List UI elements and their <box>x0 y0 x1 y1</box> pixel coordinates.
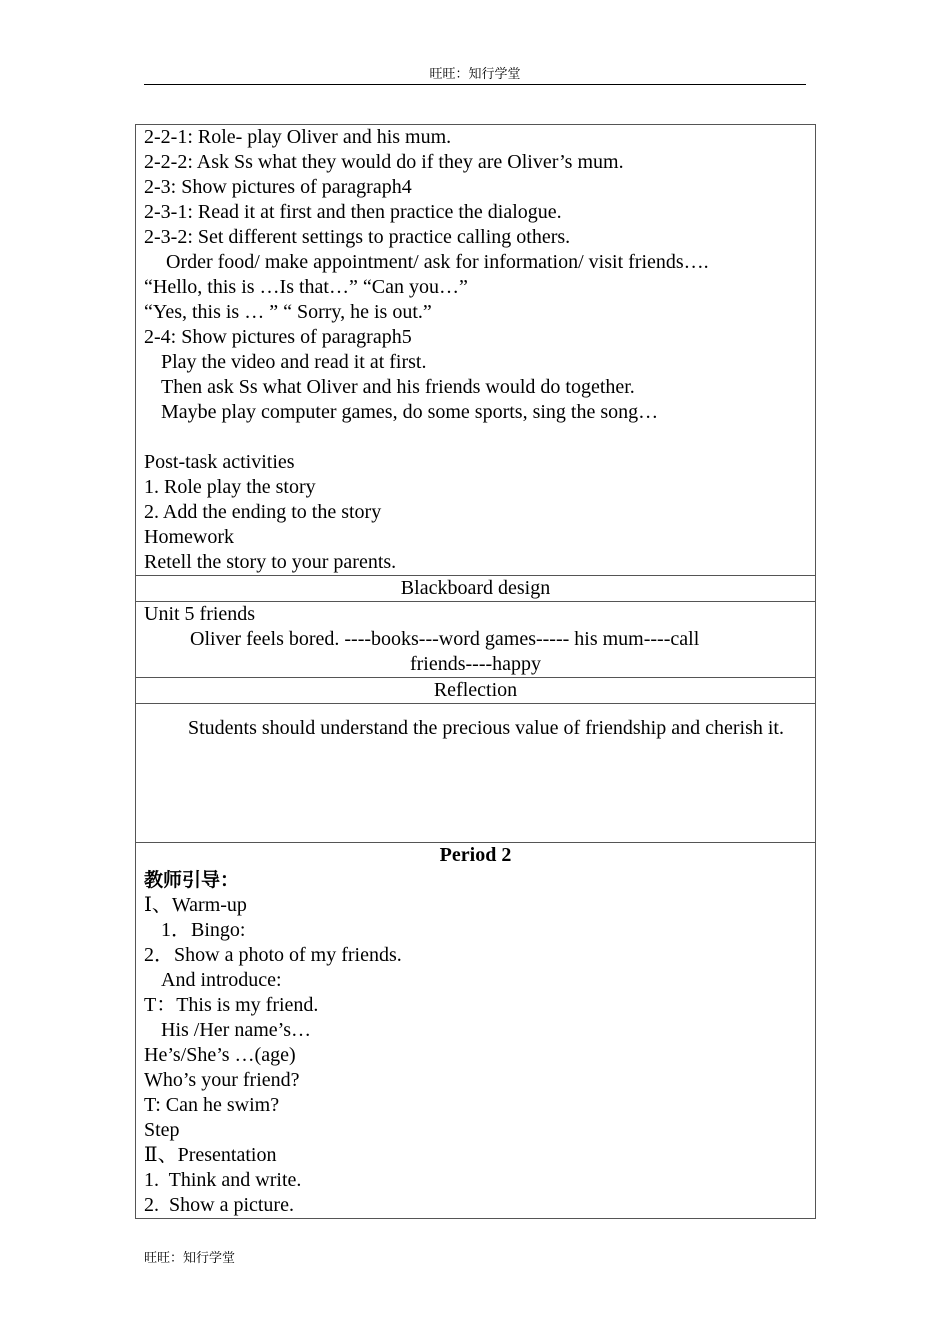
page-header: 旺旺：知行学堂 <box>144 64 806 85</box>
blackboard-heading: Blackboard design <box>136 576 816 602</box>
reflection-heading-row <box>136 678 816 704</box>
blank-line <box>144 425 807 450</box>
period2-line: 1．Bingo: <box>161 919 246 941</box>
step-line: Order food/ make appointment/ ask for information/ visit friends…. <box>166 251 709 273</box>
reflection-row <box>136 704 816 843</box>
homework-title: Homework <box>144 526 234 548</box>
period2-line: He’s/She’s …(age) <box>144 1044 296 1066</box>
period2-line: T: Can he swim? <box>144 1094 280 1116</box>
step-line: 2-3: Show pictures of paragraph4 <box>144 176 412 198</box>
period2-line: Who’s your friend? <box>144 1069 300 1091</box>
period2-line: His /Her name’s… <box>161 1019 311 1041</box>
page-footer: 旺旺：知行学堂 <box>144 1250 236 1265</box>
step-line: 2-3-1: Read it at first and then practice the dialogue. <box>144 201 562 223</box>
period2-line: 2．Show a photo of my friends. <box>144 944 402 966</box>
step-line: 2-4: Show pictures of paragraph5 <box>144 326 412 348</box>
blackboard-line: Unit 5 friends <box>144 603 256 625</box>
reflection-text: Students should understand the precious value of friendship and cherish it. <box>188 717 784 739</box>
while-task-cell <box>136 125 816 576</box>
post-task-item: 1. Role play the story <box>144 476 316 498</box>
blackboard-cell <box>136 602 816 678</box>
period2-line: And introduce: <box>161 969 282 991</box>
teacher-guide-label: 教师引导： <box>144 869 240 891</box>
period2-line: 1. Think and write. <box>144 1169 302 1191</box>
period2-line: T：This is my friend. <box>144 994 319 1016</box>
reflection-cell <box>136 704 816 843</box>
post-task-item: 2. Add the ending to the story <box>144 501 382 523</box>
blackboard-row <box>136 602 816 678</box>
step-line: Then ask Ss what Oliver and his friends would do together. <box>161 376 635 398</box>
dialogue-line: “Hello, this is …Is that…” “Can you…” <box>144 276 468 298</box>
while-task-row <box>136 125 816 576</box>
period2-title: Period 2 <box>439 844 512 866</box>
lesson-plan-table <box>135 124 816 1219</box>
homework-text: Retell the story to your parents. <box>144 551 397 573</box>
step-line: 2-3-2: Set different settings to practice calling others. <box>144 226 571 248</box>
blackboard-heading-row <box>136 576 816 602</box>
dialogue-line: “Yes, this is … ” “ Sorry, he is out.” <box>144 301 432 323</box>
blackboard-line: friends----happy <box>409 653 542 675</box>
period2-cell <box>136 843 816 1219</box>
period2-row <box>136 843 816 1219</box>
reflection-heading: Reflection <box>136 678 816 704</box>
step-line: Maybe play computer games, do some sports, sing the song… <box>161 401 659 423</box>
period2-line: Ⅱ、Presentation <box>144 1144 277 1166</box>
blackboard-line: Oliver feels bored. ----books---word games----- his mum----call <box>190 628 700 650</box>
period2-line: Ⅰ、Warm-up <box>144 894 247 916</box>
period2-line: 2. Show a picture. <box>144 1194 294 1216</box>
step-line: 2-2-2: Ask Ss what they would do if they are Oliver’s mum. <box>144 151 624 173</box>
post-task-title: Post-task activities <box>144 451 295 473</box>
period2-line: Step <box>144 1119 180 1141</box>
step-line: 2-2-1: Role- play Oliver and his mum. <box>144 126 452 148</box>
step-line: Play the video and read it at first. <box>161 351 427 373</box>
